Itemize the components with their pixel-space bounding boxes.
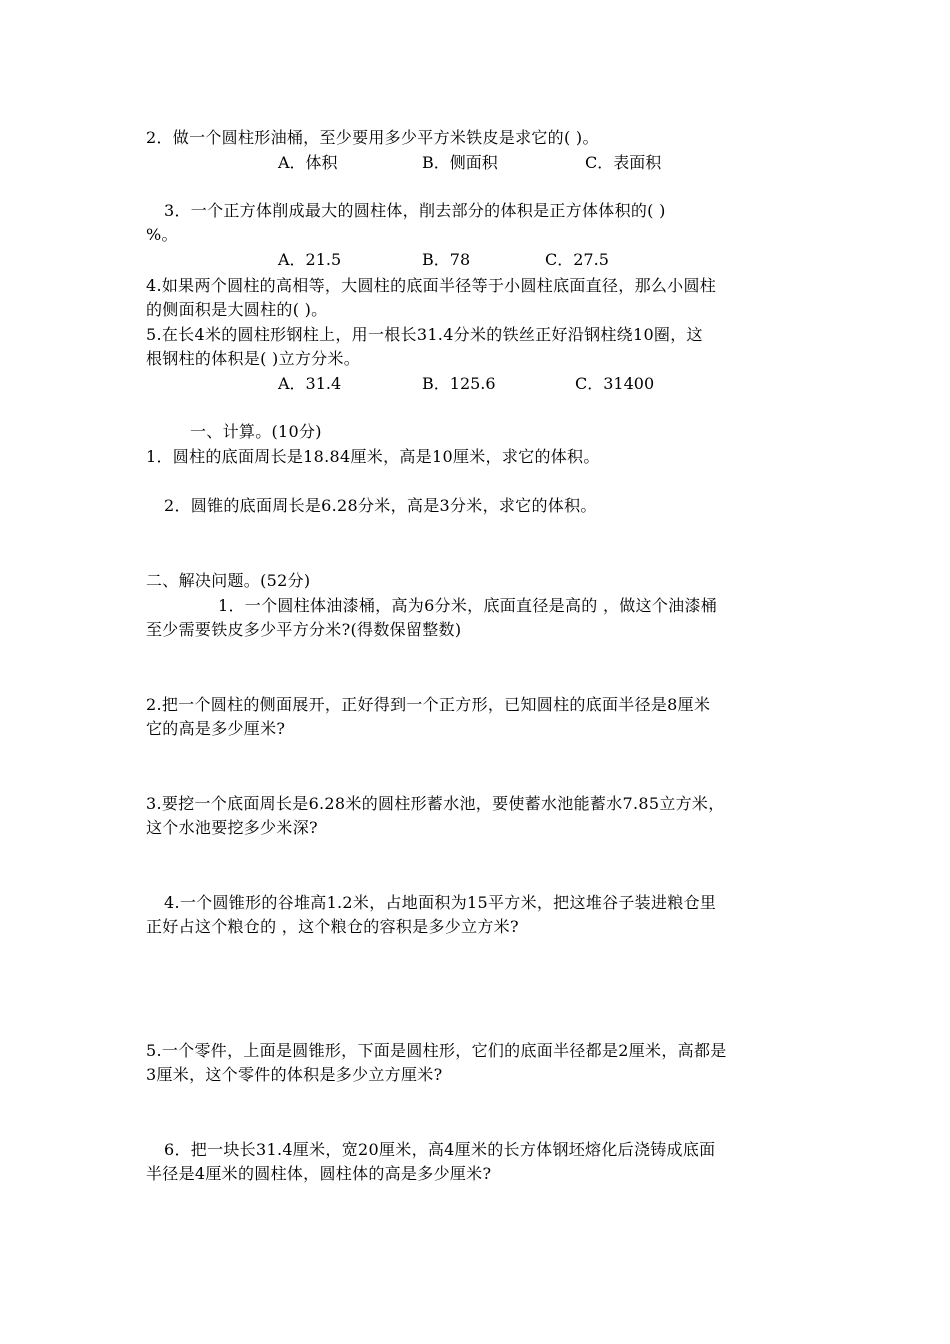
choice-q4-line2: 的侧面积是大圆柱的( )。 (146, 300, 328, 319)
choice-q5-line2: 根钢柱的体积是( )立方分米。 (146, 349, 361, 368)
solve-heading: 二、解决问题。(52分) (146, 571, 311, 590)
choice-q5-option-c: C．31400 (575, 374, 655, 393)
choice-q5-option-a: A．31.4 (278, 374, 342, 393)
solve-p2-line1: 2.把一个圆柱的侧面展开，正好得到一个正方形，已知圆柱的底面半径是8厘米 (146, 695, 711, 714)
solve-p3-line2: 这个水池要挖多少米深? (146, 818, 318, 837)
choice-q4-line1: 4.如果两个圆柱的高相等，大圆柱的底面半径等于小圆柱底面直径，那么小圆柱 (146, 276, 717, 295)
solve-p6-line1: 6．把一块长31.4厘米，宽20厘米，高4厘米的长方体钢坯熔化后浇铸成底面 (164, 1140, 716, 1159)
choice-q3-line1: 3．一个正方体削成最大的圆柱体，削去部分的体积是正方体体积的( ) (164, 201, 666, 220)
solve-p1-line2: 至少需要铁皮多少平方分米?(得数保留整数) (146, 620, 462, 639)
solve-p5-line1: 5.一个零件，上面是圆锥形，下面是圆柱形，它们的底面半径都是2厘米，高都是 (146, 1041, 727, 1060)
choice-q5-option-b: B．125.6 (422, 374, 496, 393)
choice-q2-option-b: B．侧面积 (422, 153, 498, 172)
choice-q3-option-c: C．27.5 (545, 250, 609, 269)
choice-q5-line1: 5.在长4米的圆柱形钢柱上，用一根长31.4分米的铁丝正好沿钢柱绕10圈，这 (146, 325, 703, 344)
choice-q2-line1: 2．做一个圆柱形油桶，至少要用多少平方米铁皮是求它的( )。 (146, 128, 599, 147)
solve-p3-line1: 3.要挖一个底面周长是6.28米的圆柱形蓄水池，要使蓄水池能蓄水7.85立方米， (146, 794, 725, 813)
choice-q3-line2: %。 (146, 225, 178, 244)
choice-q3-option-b: B．78 (422, 250, 471, 269)
solve-p5-line2: 3厘米，这个零件的体积是多少立方厘米? (146, 1065, 443, 1084)
calc-q2: 2．圆锥的底面周长是6.28分米，高是3分米，求它的体积。 (164, 496, 597, 515)
solve-p1-line1: 1．一个圆柱体油漆桶，高为6分米，底面直径是高的 ，做这个油漆桶 (218, 596, 718, 615)
solve-p6-line2: 半径是4厘米的圆柱体，圆柱体的高是多少厘米? (146, 1164, 492, 1183)
calc-q1: 1．圆柱的底面周长是18.84厘米，高是10厘米，求它的体积。 (146, 447, 600, 466)
choice-q2-option-c: C．表面积 (585, 153, 662, 172)
solve-p4-line1: 4.一个圆锥形的谷堆高1.2米，占地面积为15平方米，把这堆谷子装进粮仓里 (164, 893, 717, 912)
choice-q2-option-a: A．体积 (278, 153, 338, 172)
choice-q3-option-a: A．21.5 (278, 250, 342, 269)
calc-heading: 一、计算。(10分) (190, 422, 322, 441)
solve-p2-line2: 它的高是多少厘米? (146, 719, 286, 738)
solve-p4-line2: 正好占这个粮仓的 ，这个粮仓的容积是多少立方米? (146, 917, 519, 936)
